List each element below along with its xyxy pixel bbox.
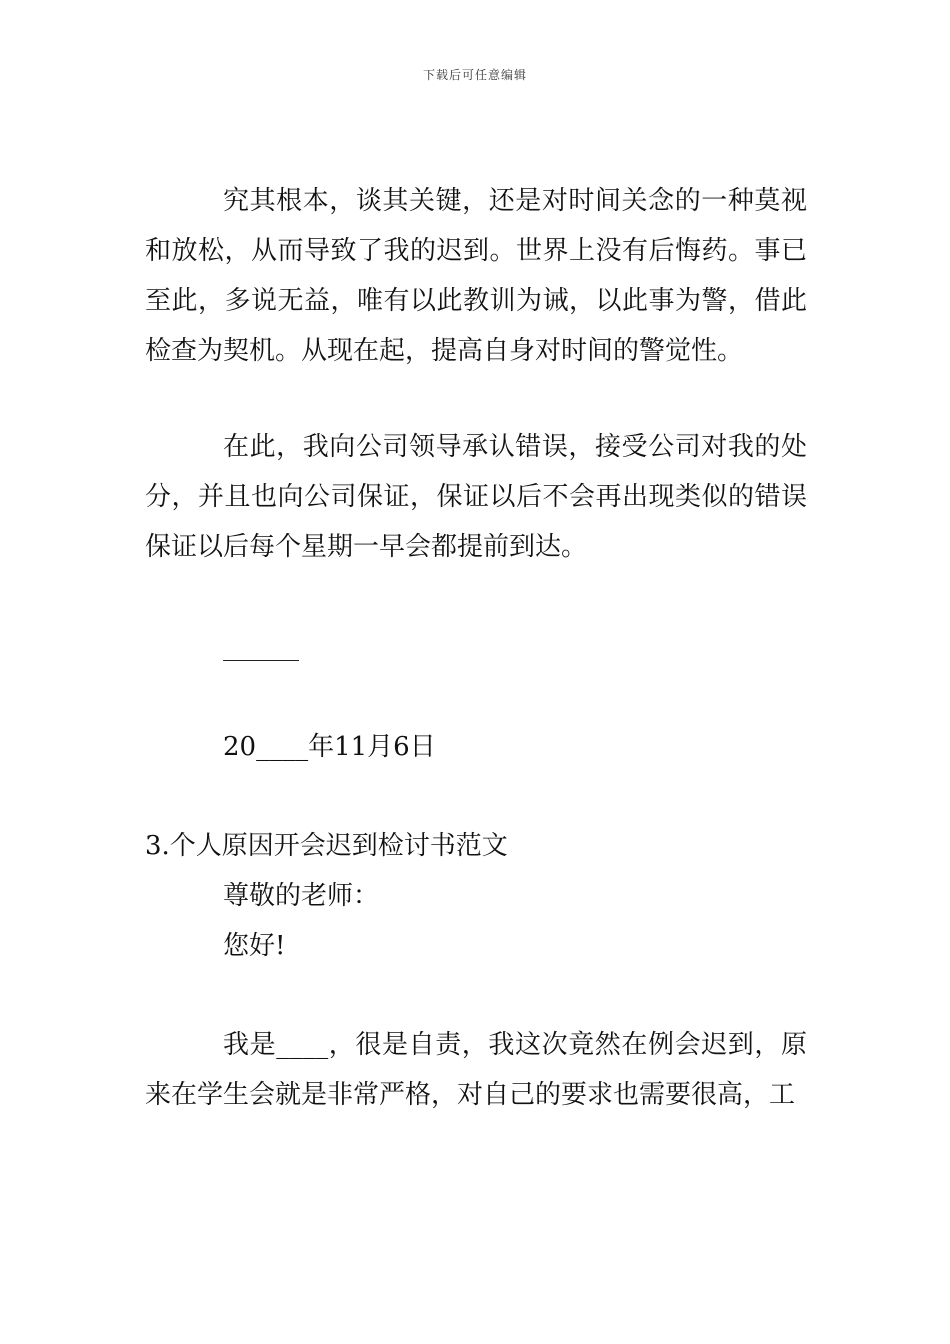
date-line: 20____年11月6日 bbox=[223, 732, 436, 762]
greeting: 您好! bbox=[223, 931, 286, 961]
paragraph-reflection: 究其根本，谈其关键，还是对时间关念的一种莫视和放松，从而导致了我的迟到。世界上没有后悔药。事已至此，多说无益，唯有以此教训为诫，以此事为警，借此检查为契机。从现在起，提高自身对时间的警觉性。 bbox=[145, 186, 807, 366]
paragraph-promise: 在此，我向公司领导承认错误，接受公司对我的处分，并且也向公司保证，保证以后不会再出现类似的错误保证以后每个星期一早会都提前到达。 bbox=[145, 432, 807, 562]
document-body bbox=[145, 176, 807, 1120]
section-heading: 3.个人原因开会迟到检讨书范文 bbox=[145, 831, 508, 861]
page-header-note: 下载后可任意编辑 bbox=[422, 68, 527, 82]
salutation: 尊敬的老师： bbox=[223, 881, 380, 911]
signature-line-row bbox=[145, 634, 807, 684]
paragraph-self-criticism: 我是____，很是自责，我这次竟然在例会迟到，原来在学生会就是非常严格，对自己的要求也需要很高，工 bbox=[145, 1030, 807, 1110]
signature-blank-line bbox=[223, 660, 299, 661]
